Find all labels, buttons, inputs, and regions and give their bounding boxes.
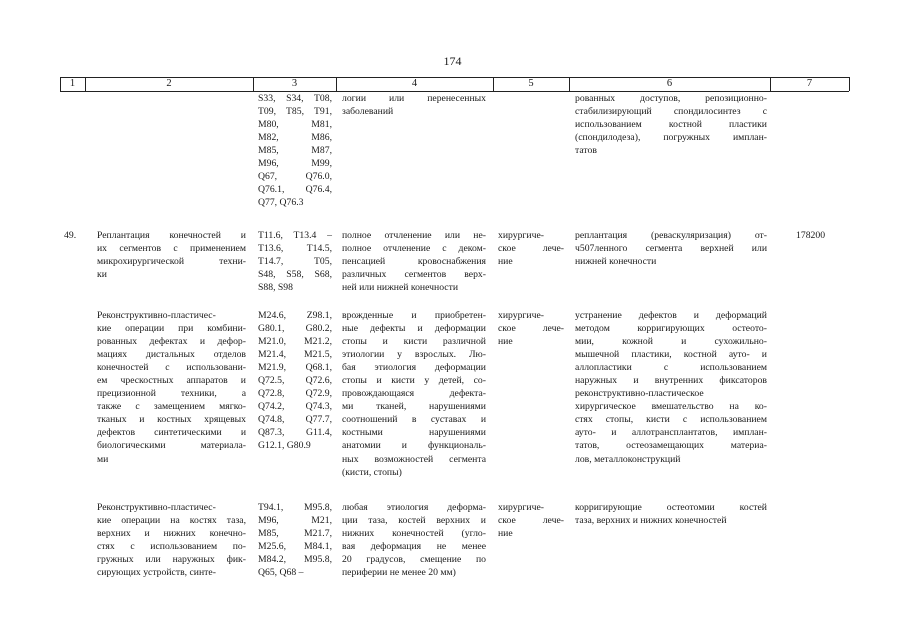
text-line: ние — [498, 336, 513, 348]
text-line: наружных и внутренних фиксаторов — [575, 375, 767, 387]
text-line: ское лече- — [498, 323, 564, 335]
text-line: конечностей с использовани- — [97, 362, 246, 374]
text-line: мышечной пластики, костной ауто- и — [575, 349, 767, 361]
text-line: кие операции при комбини- — [97, 323, 246, 335]
text-line: верхних и нижних конечно- — [97, 528, 246, 540]
text-line: хирургиче- — [498, 310, 544, 321]
text-line: Реконструктивно-пластичес- — [97, 310, 216, 321]
cell-treatment-type — [498, 309, 564, 348]
cell-method — [575, 229, 767, 268]
text-line: стопы и кисти у детей, со- — [342, 375, 486, 387]
text-line: Реконструктивно-пластичес- — [97, 502, 216, 513]
text-line: ние — [498, 256, 513, 268]
cell-name — [97, 229, 246, 281]
text-line: Q65, Q68 – — [258, 567, 304, 579]
text-line: S48, S58, S68, — [258, 269, 332, 281]
text-line: хирургическое вмешательство на ко- — [575, 401, 767, 413]
text-line: S33, S34, T08, — [258, 93, 332, 104]
text-line: заболеваний — [342, 106, 394, 118]
text-line: вая деформация не менее — [342, 541, 486, 553]
text-line: рованных доступов, репозиционно- — [575, 93, 767, 104]
text-line: врожденные и приобретен- — [342, 310, 486, 321]
text-line: G80.1, G80.2, — [258, 323, 332, 335]
text-line: (спондилодеза), погружных имплан- — [575, 132, 767, 144]
text-line: G12.1, G80.9 — [258, 440, 311, 452]
cell-codes — [258, 92, 332, 209]
column-number: 4 — [411, 78, 418, 89]
text-line: бая этиология деформации — [342, 362, 486, 374]
text-line: аллопластики с использованием — [575, 362, 767, 374]
text-line: дефектов синтетическими и — [97, 427, 246, 439]
text-line: полное отчленение или не- — [342, 230, 486, 241]
text-line: ние — [498, 528, 513, 540]
text-line: ней или нижней конечности — [342, 282, 459, 294]
text-line: татов, остеозамещающих материа- — [575, 440, 767, 452]
text-line: периферии не менее 20 мм) — [342, 567, 456, 579]
text-line: устранение дефектов и деформаций — [575, 310, 767, 321]
text-line: T14.7, T05, — [258, 256, 332, 268]
text-line: соотношений в суставах и — [342, 414, 486, 426]
cell-codes — [258, 501, 332, 579]
text-line: Q74.8, Q77.7, — [258, 414, 332, 426]
column-number: 6 — [666, 78, 673, 89]
text-line: M21.0, M21.2, — [258, 336, 332, 348]
text-line: стях с использованием по- — [97, 541, 246, 553]
text-line: Q77, Q76.3 — [258, 197, 304, 209]
cell-method — [575, 92, 767, 157]
text-line: биологическими материала- — [97, 440, 246, 452]
text-line: сирующих устройств, синте- — [97, 567, 216, 579]
text-line: костными нарушениями — [342, 427, 486, 439]
text-line: их сегментов с применением — [97, 243, 246, 255]
text-line: лов, металлоконструкций — [575, 453, 681, 465]
text-line: логии или перенесенных — [342, 93, 486, 104]
text-line: M24.6, Z98.1, — [258, 310, 332, 321]
cell-codes — [258, 309, 332, 453]
text-line: реплантация (реваскуляризация) от- — [575, 230, 767, 241]
column-divider — [849, 77, 850, 91]
text-line: различных сегментов верх- — [342, 269, 486, 281]
text-line: T13.6, T14.5, — [258, 243, 332, 255]
text-line: мациях дистальных отделов — [97, 349, 246, 361]
cell-treatment-type — [498, 501, 564, 540]
text-line: методом корригирующих остеото- — [575, 323, 767, 335]
cell-patient-model — [342, 92, 486, 118]
text-line: ское лече- — [498, 243, 564, 255]
text-line: Q72.8, Q72.9, — [258, 388, 332, 400]
text-line: хирургиче- — [498, 230, 544, 241]
text-line: M96, M99, — [258, 158, 332, 170]
text-line: реконструктивно-пластическое — [575, 388, 704, 400]
cell-name — [97, 501, 246, 579]
text-line: M21.9, Q68.1, — [258, 362, 332, 374]
text-line: M85, M87, — [258, 145, 332, 157]
text-line: этиологии у взрослых. Лю- — [342, 349, 486, 361]
cell-patient-model — [342, 229, 486, 294]
cell-patient-model — [342, 309, 486, 479]
text-line: Q67, Q76.0, — [258, 171, 332, 183]
text-line: M25.6, M84.1, — [258, 541, 332, 553]
text-line: T09, T85, T91, — [258, 106, 332, 118]
cell-name — [97, 309, 246, 466]
text-line: (кисти, стопы) — [342, 466, 402, 478]
cell-codes — [258, 229, 332, 294]
text-line: татов — [575, 145, 597, 157]
text-line: T11.6, T13.4 – — [258, 230, 332, 241]
text-line: ауто- и аллотрансплантатов, имплан- — [575, 427, 767, 439]
text-line: Q87.3, G11.4, — [258, 427, 332, 439]
text-line: стопы и кисти различной — [342, 336, 486, 348]
text-line: Q76.1, Q76.4, — [258, 184, 332, 196]
text-line: стабилизирующий спондилосинтез с — [575, 106, 767, 118]
text-line: использованием костной пластики — [575, 119, 767, 131]
text-line: ки — [97, 269, 107, 281]
text-line: Q74.2, Q74.3, — [258, 401, 332, 413]
column-number: 2 — [166, 78, 172, 89]
text-line: хирургиче- — [498, 502, 544, 513]
text-line: микрохирургической техни- — [97, 256, 246, 268]
text-line: анатомии и функциональ- — [342, 440, 486, 452]
text-line: M96, M21, — [258, 515, 332, 527]
text-line: ское лече- — [498, 515, 564, 527]
text-line: ми тканей, нарушениями — [342, 401, 486, 413]
cell-patient-model — [342, 501, 486, 579]
text-line: ем чрескостных аппаратов и — [97, 375, 246, 387]
text-line: провождающаяся дефекта- — [342, 388, 486, 400]
text-line: M84.2, M95.8, — [258, 554, 332, 566]
text-line: рованных дефектах и дефор- — [97, 336, 246, 348]
text-line: также с замещением мягко- — [97, 401, 246, 413]
text-line: M21.4, M21.5, — [258, 349, 332, 361]
text-line: ч507ленного сегмента верхней или — [575, 243, 767, 255]
text-line: T94.1, M95.8, — [258, 502, 332, 513]
text-line: нижних конечностей (угло- — [342, 528, 486, 540]
cell-method — [575, 501, 767, 527]
text-line: стях стопы, кисти с использованием — [575, 414, 767, 426]
text-line: M85, M21.7, — [258, 528, 332, 540]
text-line: пенсацией кровоснабжения — [342, 256, 486, 268]
column-number: 3 — [291, 78, 298, 89]
cell-method — [575, 309, 767, 466]
column-number: 1 — [69, 78, 76, 89]
text-line: Реплантация конечностей и — [97, 230, 246, 241]
text-line: ми — [97, 453, 109, 465]
text-line: S88, S98 — [258, 282, 293, 294]
text-line: корригирующие остеотомии костей — [575, 502, 767, 513]
text-line: нижней конечности — [575, 256, 657, 268]
text-line: M82, M86, — [258, 132, 332, 144]
text-line: Q72.5, Q72.6, — [258, 375, 332, 387]
column-number: 5 — [528, 78, 534, 89]
text-line: таза, верхних и нижних конечностей — [575, 515, 727, 527]
text-line: тканых и костных хрящевых — [97, 414, 246, 426]
text-line: M80, M81, — [258, 119, 332, 131]
text-line: ных возможностей сегмента — [342, 453, 486, 465]
column-number: 7 — [806, 78, 813, 89]
cell-treatment-type — [498, 229, 564, 268]
text-line: кие операции на костях таза, — [97, 515, 246, 527]
row-number: 49. — [64, 230, 77, 241]
text-line: гружных или наружных фик- — [97, 554, 246, 566]
cost-value: 178200 — [796, 230, 826, 241]
text-line: ные дефекты и деформации — [342, 323, 486, 335]
text-line: прецизионной техники, а — [97, 388, 246, 400]
text-line: ции таза, костей верхних и — [342, 515, 486, 527]
text-line: полное отчленение с деком- — [342, 243, 486, 255]
page-number: 174 — [443, 54, 462, 68]
text-line: мии, кожной и сухожильно- — [575, 336, 767, 348]
text-line: любая этиология деформа- — [342, 502, 486, 513]
text-line: 20 градусов, смещение по — [342, 554, 486, 566]
